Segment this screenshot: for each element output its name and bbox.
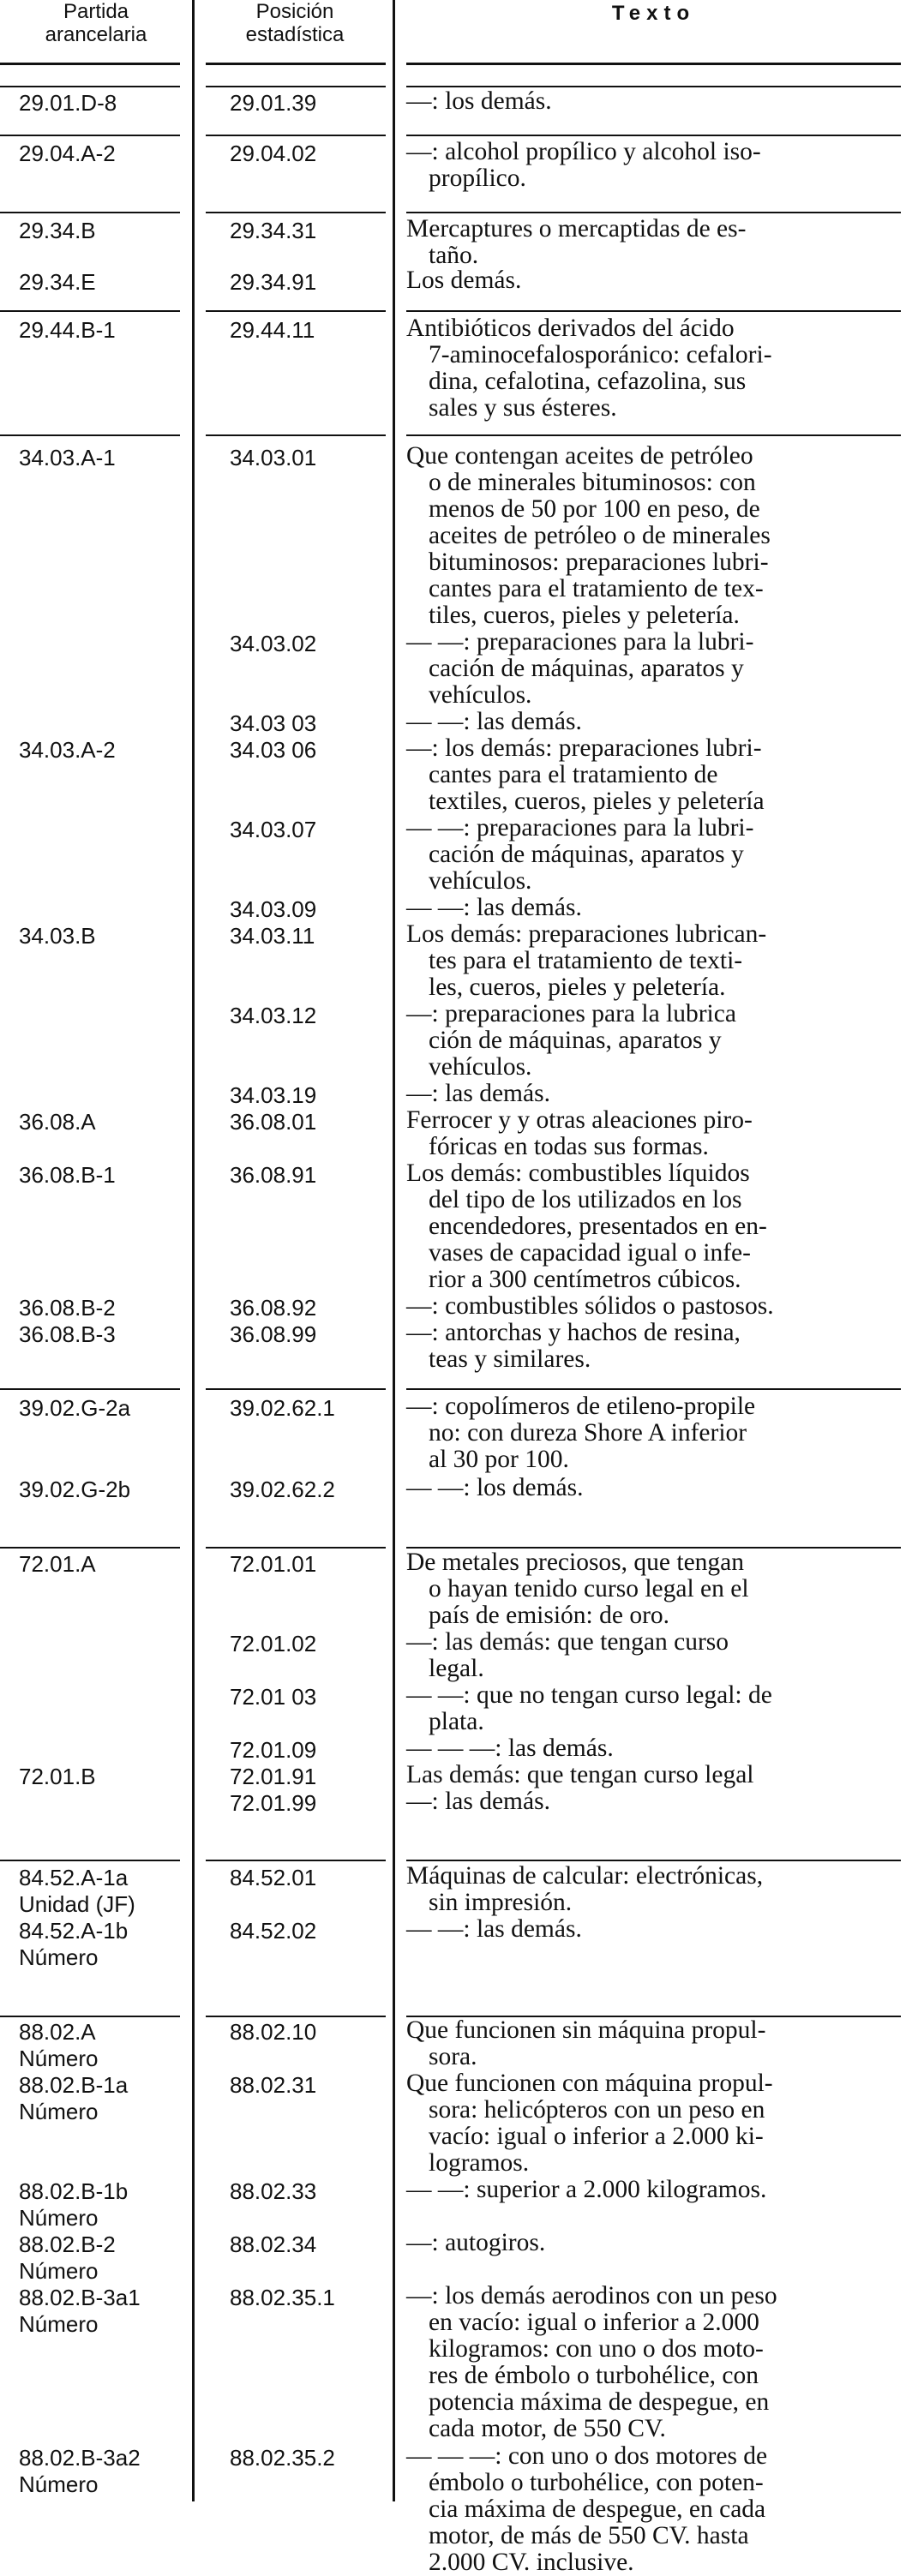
texto-line: — —: las demás. [406,708,582,735]
texto-line: Los demás: combustibles líquidos [406,1159,750,1187]
texto-line: encendedores, presentados en en- [429,1213,767,1240]
texto-line: sora. [429,2043,477,2070]
header-partida [0,0,192,46]
cell-posicion: 39.02.62.1 [230,1395,335,1421]
cell-posicion: 72.01.09 [230,1737,317,1763]
texto-line: Los demás. [406,267,522,294]
cell-posicion: 36.08.99 [230,1321,317,1347]
group-divider [406,212,901,213]
cell-posicion: 72.01.02 [230,1631,317,1656]
cell-posicion: 34.03 03 [230,710,317,736]
group-divider [206,1860,386,1861]
cell-texto [406,139,901,192]
texto-line: vases de capacidad igual o infe- [429,1239,751,1267]
cell-partida: 36.08.B-2 [19,1295,116,1321]
cell-partida: 88.02.B-1a [19,2072,129,2098]
texto-line: dina, cefalotina, cefazolina, sus [429,368,747,395]
texto-line: sales y sus ésteres. [429,394,617,422]
texto-line: vacío: igual o inferior a 2.000 ki- [429,2123,764,2150]
header-posicion-line2: estadística [245,23,345,46]
cell-texto [406,1001,901,1081]
cell-texto [406,88,901,115]
texto-line: —: las demás. [406,1080,550,1107]
texto-line: cada motor, de 550 CV. [429,2415,666,2442]
cell-posicion: 88.02.35.2 [230,2445,335,2471]
cell-partida: 34.03.B [19,923,96,949]
cell-texto [406,315,901,422]
texto-line: —: los demás: preparaciones lubri- [406,734,762,762]
cell-texto [406,2070,901,2177]
cell-texto [406,1762,901,1788]
header-partida-line1: Partida [63,0,129,23]
cell-posicion: 29.04.02 [230,141,317,166]
cell-posicion: 88.02.34 [230,2232,317,2257]
group-divider [406,434,901,436]
texto-line: —: antorchas y hachos de resina, [406,1319,741,1346]
group-divider [406,1860,901,1861]
cell-posicion: 34.03.19 [230,1082,317,1108]
cell-posicion: 72.01.01 [230,1551,317,1577]
header-texto [406,2,901,25]
texto-line: cia máxima de despegue, en cada [429,2495,766,2523]
texto-line: Que contengan aceites de petróleo [406,442,753,470]
texto-line: Máquinas de calcular: electrónicas, [406,1862,764,1890]
cell-texto [406,735,901,815]
texto-line: cantes para el tratamiento de tex- [429,575,764,602]
cell-texto [406,1475,901,1501]
header-partida-line2: arancelaria [45,23,147,46]
cell-posicion: 72.01 03 [230,1684,317,1710]
header-rule-col1 [0,63,180,65]
group-divider [206,2016,386,2017]
cell-texto [406,1107,901,1160]
cell-texto [406,216,901,269]
cell-texto [406,895,901,921]
cell-posicion: 29.44.11 [230,317,315,343]
cell-partida: 39.02.G-2b [19,1477,131,1502]
cell-texto [406,2177,901,2203]
cell-posicion: 84.52.02 [230,1918,317,1944]
cell-partida: 88.02.B-2 [19,2232,116,2257]
cell-partida: 88.02.B-3a1 [19,2285,141,2310]
texto-line: en vacío: igual o inferior a 2.000 [429,2309,759,2336]
texto-line: Que funcionen sin máquina propul- [406,2016,766,2044]
column-divider-2 [393,0,395,2501]
cell-partida: Número [19,2046,99,2071]
texto-line: sin impresión. [429,1889,573,1916]
group-divider [206,1547,386,1549]
texto-line: Las demás: que tengan curso legal [406,1761,754,1788]
cell-texto [406,1320,901,1373]
cell-partida: 88.02.B-1b [19,2178,129,2204]
cell-posicion: 34.03.09 [230,896,317,922]
cell-texto [406,709,901,735]
group-divider [206,212,386,213]
texto-line: país de emisión: de oro. [429,1602,670,1629]
texto-line: o de minerales bituminosos: con [429,469,756,496]
cell-posicion: 36.08.01 [230,1109,317,1135]
cell-texto [406,1293,901,1320]
texto-line: al 30 por 100. [429,1446,569,1473]
cell-partida: Número [19,2099,99,2124]
cell-texto [406,1549,901,1629]
cell-partida: 29.04.A-2 [19,141,116,166]
cell-partida: 36.08.B-3 [19,1321,116,1347]
cell-texto [406,1160,901,1293]
cell-posicion: 72.01.99 [230,1790,317,1816]
cell-texto [406,443,901,629]
group-divider [0,310,180,312]
texto-line: Antibióticos derivados del ácido [406,315,735,342]
cell-partida: 39.02.G-2a [19,1395,131,1421]
texto-line: —: los demás. [406,87,552,115]
group-divider [206,1388,386,1390]
texto-line: 2.000 CV. inclusive. [429,2549,634,2576]
texto-line: — — —: con uno o dos motores de [406,2442,768,2470]
cell-partida: 72.01.B [19,1764,96,1789]
group-divider [0,434,180,436]
cell-posicion: 34.03.07 [230,817,317,842]
group-divider [406,310,901,312]
texto-line: textiles, cueros, pieles y peletería [429,788,765,815]
cell-posicion: 39.02.62.2 [230,1477,335,1502]
texto-line: cantes para el tratamiento de [429,761,718,788]
header-posicion-line1: Posición [255,0,334,23]
texto-line: aceites de petróleo o de minerales [429,522,771,549]
cell-texto [406,629,901,709]
cell-posicion: 34.03.01 [230,445,317,470]
texto-line: — — —: las demás. [406,1734,614,1762]
texto-line: —: autogiros. [406,2229,546,2256]
cell-texto [406,1629,901,1682]
texto-line: Ferrocer y y otras aleaciones piro- [406,1106,753,1134]
texto-line: —: las demás. [406,1788,550,1815]
cell-partida: 29.44.B-1 [19,317,116,343]
texto-line: — —: preparaciones para la lubri- [406,814,754,842]
group-divider [206,310,386,312]
texto-line: motor, de más de 550 CV. hasta [429,2522,749,2549]
texto-line: bituminosos: preparaciones lubri- [429,548,769,576]
cell-partida: Número [19,2205,99,2231]
texto-line: — —: superior a 2.000 kilogramos. [406,2176,767,2203]
texto-line: kilogramos: con uno o dos moto- [429,2335,764,2363]
texto-line: legal. [429,1655,484,1682]
texto-line: —: las demás: que tengan curso [406,1628,729,1656]
header-rule-col2 [206,63,386,65]
group-divider [206,86,386,87]
texto-line: sora: helicópteros con un peso en [429,2096,765,2124]
texto-line: cación de máquinas, aparatos y [429,841,744,868]
cell-posicion: 34.03.02 [230,631,317,656]
texto-line: —: combustibles sólidos o pastosos. [406,1292,774,1320]
cell-texto [406,267,901,294]
texto-line: taño. [429,242,479,269]
group-divider [206,135,386,136]
texto-line: — —: que no tengan curso legal: de [406,1681,772,1709]
cell-posicion: 88.02.10 [230,2019,317,2045]
texto-line: émbolo o turbohélice, con poten- [429,2469,764,2496]
column-divider-1 [192,0,195,2501]
texto-line: del tipo de los utilizados en los [429,1186,742,1213]
cell-partida: 36.08.B-1 [19,1162,116,1188]
texto-line: res de émbolo o turbohélice, con [429,2362,759,2389]
texto-line: — —: los demás. [406,1474,584,1501]
group-divider [0,1388,180,1390]
cell-partida: 84.52.A-1a [19,1865,129,1890]
texto-line: —: copolímeros de etileno-propile [406,1393,756,1420]
texto-line: plata. [429,1708,484,1735]
cell-partida: Número [19,2471,99,2497]
cell-posicion: 34.03.12 [230,1003,317,1028]
group-divider [0,135,180,136]
cell-texto [406,1682,901,1735]
cell-posicion: 72.01.91 [230,1764,317,1789]
cell-partida: 72.01.A [19,1551,96,1577]
cell-texto [406,1863,901,1916]
cell-texto [406,2283,901,2442]
texto-line: teas y similares. [429,1345,591,1373]
texto-line: — —: preparaciones para la lubri- [406,628,754,656]
cell-posicion: 88.02.35.1 [230,2285,335,2310]
cell-partida: 29.34.E [19,269,96,295]
texto-line: vehículos. [429,867,532,895]
cell-texto [406,1735,901,1762]
group-divider [406,1388,901,1390]
group-divider [206,434,386,436]
cell-texto [406,1788,901,1815]
cell-partida: Número [19,2311,99,2337]
cell-partida: Número [19,1944,99,1970]
cell-partida: 34.03.A-2 [19,737,116,763]
cell-partida: 88.02.B-3a2 [19,2445,141,2471]
cell-texto [406,1393,901,1473]
cell-texto [406,2443,901,2576]
cell-texto [406,921,901,1001]
cell-partida: 29.34.B [19,218,96,243]
cell-partida: 36.08.A [19,1109,96,1135]
texto-line: Mercaptures o mercaptidas de es- [406,215,747,243]
cell-posicion: 84.52.01 [230,1865,317,1890]
texto-line: logramos. [429,2149,530,2177]
cell-posicion: 29.34.91 [230,269,317,295]
texto-line: propílico. [429,165,526,192]
texto-line: cación de máquinas, aparatos y [429,655,744,682]
group-divider [0,212,180,213]
texto-line: —: los demás aerodinos con un peso [406,2282,777,2309]
texto-line: tes para el tratamiento de texti- [429,947,743,974]
group-divider [0,86,180,87]
texto-line: —: alcohol propílico y alcohol iso- [406,138,761,165]
cell-texto [406,2230,901,2256]
cell-posicion: 36.08.92 [230,1295,317,1321]
cell-posicion: 36.08.91 [230,1162,317,1188]
texto-line: rior a 300 centímetros cúbicos. [429,1266,741,1293]
texto-line: no: con dureza Shore A inferior [429,1419,747,1447]
cell-texto [406,815,901,895]
cell-texto [406,2017,901,2070]
cell-partida: 88.02.A [19,2019,96,2045]
texto-line: o hayan tenido curso legal en el [429,1575,749,1603]
cell-partida: 34.03.A-1 [19,445,116,470]
cell-posicion: 29.01.39 [230,90,317,116]
texto-line: ción de máquinas, aparatos y [429,1027,722,1054]
cell-partida: Número [19,2258,99,2284]
header-rule-col3 [406,63,901,65]
cell-partida: 84.52.A-1b [19,1918,129,1944]
group-divider [406,135,901,136]
texto-line: potencia máxima de despegue, en [429,2388,770,2416]
texto-line: — —: las demás. [406,1915,582,1943]
cell-posicion: 34.03.11 [230,923,315,949]
texto-line: —: preparaciones para la lubrica [406,1000,736,1027]
group-divider [0,2016,180,2017]
texto-line: Que funcionen con máquina propul- [406,2070,773,2097]
group-divider [0,1547,180,1549]
header-posicion [199,0,391,46]
cell-posicion: 88.02.33 [230,2178,317,2204]
texto-line: fóricas en todas sus formas. [429,1133,709,1160]
texto-line: vehículos. [429,1053,532,1081]
texto-line: vehículos. [429,681,532,709]
cell-posicion: 34.03 06 [230,737,317,763]
group-divider [0,1860,180,1861]
texto-line: 7-aminocefalosporánico: cefalori- [429,341,772,368]
texto-line: — —: las demás. [406,894,582,921]
cell-partida: Unidad (JF) [19,1891,135,1917]
texto-line: tiles, cueros, pieles y peletería. [429,602,740,629]
cell-texto [406,1916,901,1943]
cell-partida: 29.01.D-8 [19,90,117,116]
texto-line: Los demás: preparaciones lubrican- [406,920,767,948]
cell-posicion: 29.34.31 [230,218,317,243]
cell-posicion: 88.02.31 [230,2072,317,2098]
header-texto-label: Texto [611,2,696,25]
texto-line: les, cueros, pieles y peletería. [429,973,726,1001]
texto-line: menos de 50 por 100 en peso, de [429,495,760,523]
texto-line: De metales preciosos, que tengan [406,1549,745,1576]
cell-texto [406,1081,901,1107]
